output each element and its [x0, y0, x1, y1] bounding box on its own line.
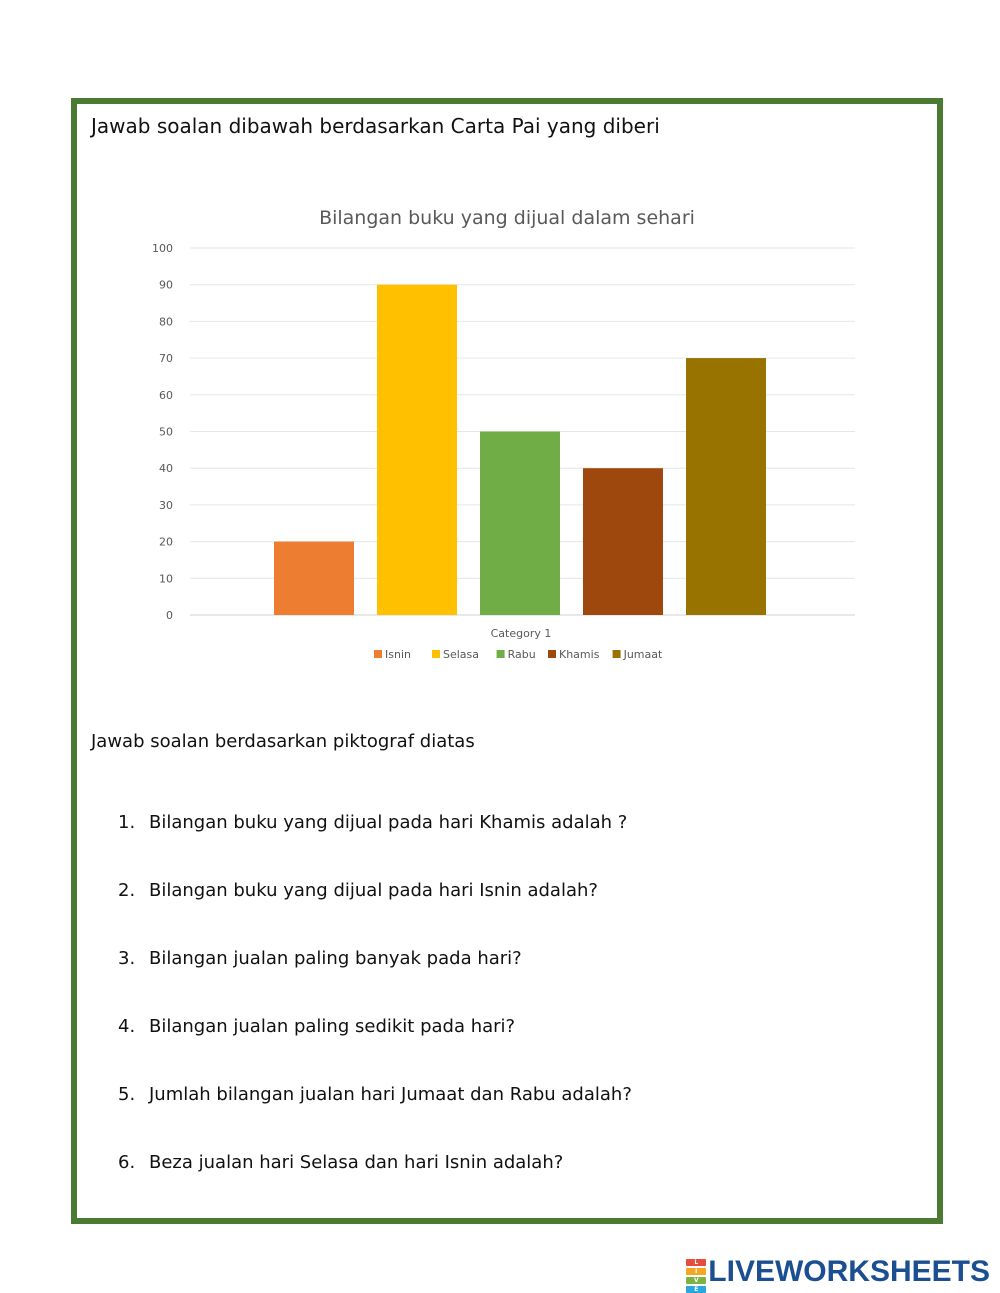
questions-instruction: Jawab soalan berdasarkan piktograf diatas	[91, 731, 475, 752]
logo-letter: I	[686, 1268, 706, 1275]
question-text: Jumlah bilangan jualan hari Jumaat dan Rabu adalah?	[149, 1084, 632, 1105]
y-tick-label: 60	[159, 388, 173, 402]
question-number: 3.	[118, 948, 136, 969]
legend-label: Selasa	[443, 648, 480, 661]
question-text: Bilangan buku yang dijual pada hari Isnin adalah?	[149, 880, 598, 901]
legend-swatch	[548, 650, 556, 658]
y-tick-label: 10	[159, 572, 173, 586]
question-item	[118, 1016, 898, 1084]
y-tick-label: 20	[159, 535, 173, 549]
bar-khamis	[583, 468, 663, 615]
x-axis-label: Category 1	[490, 627, 552, 640]
y-tick-label: 40	[159, 462, 173, 476]
question-item	[118, 1152, 898, 1220]
legend-label: Khamis	[559, 648, 600, 661]
y-tick-label: 100	[152, 242, 173, 255]
y-tick-label: 30	[159, 498, 173, 512]
brand-name: LIVEWORKSHEETS	[708, 1255, 990, 1288]
question-text: Bilangan jualan paling banyak pada hari?	[149, 948, 522, 969]
y-tick-label: 90	[159, 278, 173, 292]
worksheet-heading: Jawab soalan dibawah berdasarkan Carta Pai yang diberi	[91, 114, 660, 138]
bar-jumaat	[686, 358, 766, 615]
question-text: Bilangan buku yang dijual pada hari Khamis adalah ?	[149, 812, 628, 833]
question-number: 1.	[118, 812, 136, 833]
y-tick-label: 80	[159, 315, 173, 329]
bar-chart	[140, 195, 870, 680]
question-item	[118, 1084, 898, 1152]
question-item	[118, 880, 898, 948]
chart-title: Bilangan buku yang dijual dalam sehari	[319, 207, 695, 229]
live-logo-icon	[686, 1258, 706, 1293]
bar-chart-svg	[140, 195, 870, 680]
question-text: Bilangan jualan paling sedikit pada hari?	[149, 1016, 516, 1037]
question-item	[118, 812, 898, 880]
question-number: 5.	[118, 1084, 136, 1105]
question-item	[118, 948, 898, 1016]
logo-letter: E	[686, 1286, 706, 1293]
y-tick-label: 0	[166, 609, 173, 622]
bar-selasa	[377, 285, 457, 615]
question-text: Beza jualan hari Selasa dan hari Isnin adalah?	[149, 1152, 564, 1173]
legend-swatch	[613, 650, 621, 658]
bar-isnin	[274, 542, 354, 615]
question-list	[118, 812, 898, 1220]
question-number: 4.	[118, 1016, 136, 1037]
y-tick-label: 50	[159, 425, 173, 439]
liveworksheets-logo[interactable]	[686, 1255, 990, 1293]
y-tick-label: 70	[159, 352, 173, 366]
logo-letter: V	[686, 1277, 706, 1284]
legend-label: Isnin	[385, 648, 411, 661]
question-number: 2.	[118, 880, 136, 901]
legend-label: Rabu	[507, 648, 536, 661]
bar-rabu	[480, 432, 560, 616]
legend-swatch	[497, 650, 505, 658]
question-number: 6.	[118, 1152, 136, 1173]
legend-label: Jumaat	[623, 648, 663, 661]
logo-letter: L	[686, 1259, 706, 1266]
legend-swatch	[374, 650, 382, 658]
legend-swatch	[432, 650, 440, 658]
